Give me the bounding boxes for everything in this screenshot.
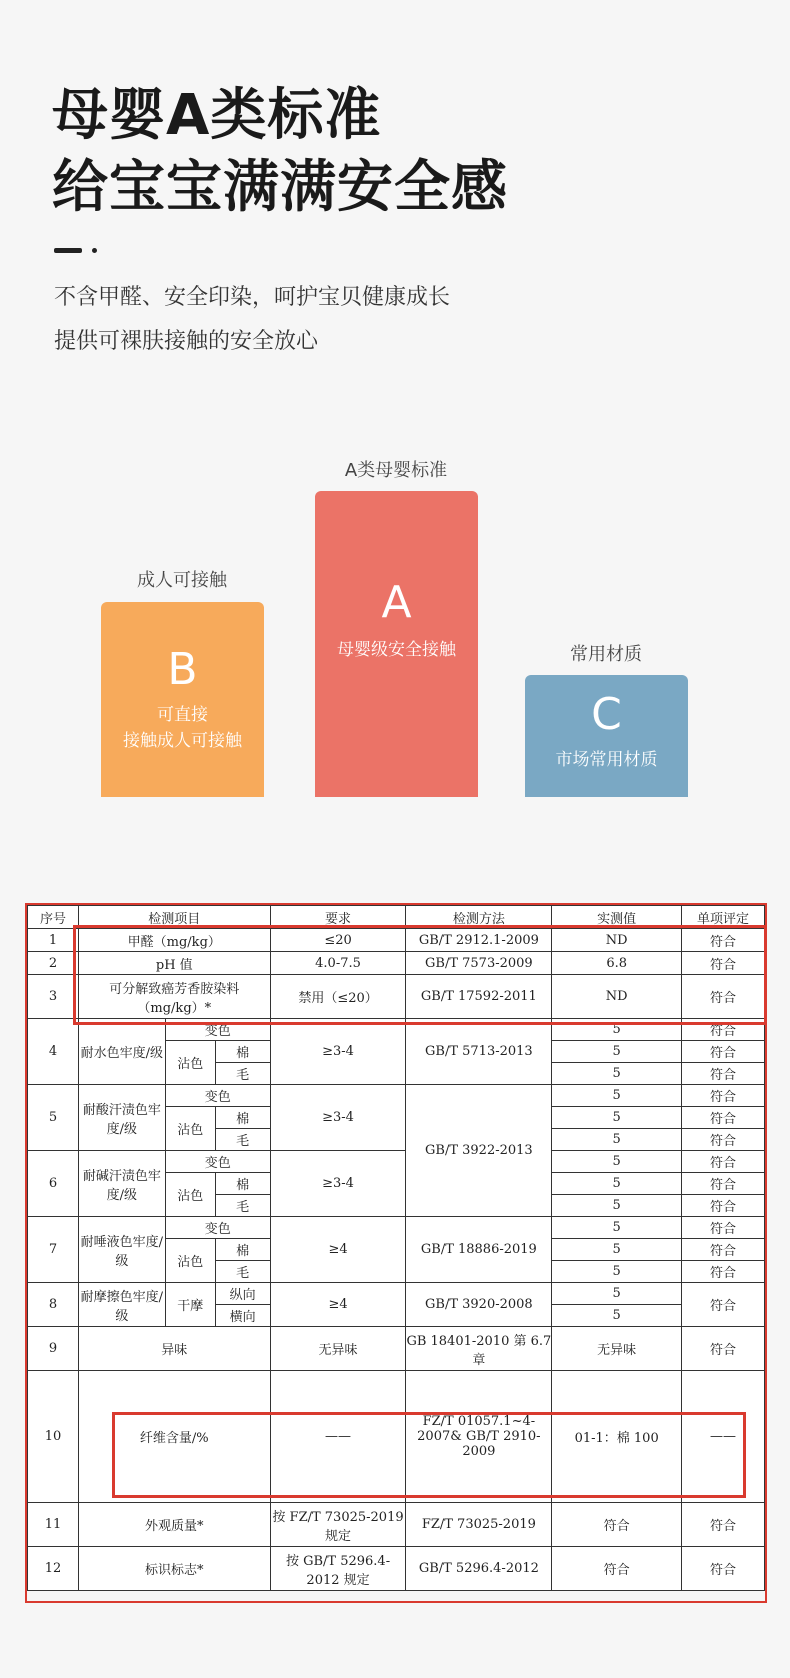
- table-row: [28, 1085, 765, 1107]
- row-result: 符合: [682, 952, 765, 975]
- grade-a-sub-1: 母婴级安全接触: [337, 640, 456, 660]
- row-result: 符合: [682, 1063, 765, 1085]
- row-item: 标识标志*: [78, 1547, 270, 1591]
- row-result: 符合: [682, 1085, 765, 1107]
- table-row: [28, 1547, 765, 1591]
- row-item: pH 值: [78, 952, 270, 975]
- row-value: ND: [552, 929, 682, 952]
- row-item: 纤维含量/%: [78, 1371, 270, 1503]
- row-method: GB/T 5296.4-2012: [406, 1547, 552, 1591]
- row-result: 符合: [682, 1217, 765, 1239]
- sub-item-dry: 干摩: [165, 1283, 215, 1327]
- row-value: 6.8: [552, 952, 682, 975]
- row-item: 可分解致癌芳香胺染料（mg/kg）*: [78, 975, 270, 1019]
- description-line-1: 不含甲醛、安全印染，呵护宝贝健康成长: [54, 285, 451, 310]
- row-result: 符合: [682, 1261, 765, 1283]
- row-value: 无异味: [552, 1327, 682, 1371]
- row-value: 5: [552, 1173, 682, 1195]
- row-method: FZ/T 01057.1~4-2007& GB/T 2910-2009: [406, 1371, 552, 1503]
- row-result: ——: [682, 1371, 765, 1503]
- row-value: 5: [552, 1151, 682, 1173]
- row-requirement: ——: [270, 1371, 406, 1503]
- row-result: 符合: [682, 1327, 765, 1371]
- row-value: 5: [552, 1217, 682, 1239]
- description-line-2: 提供可裸肤接触的安全放心: [54, 329, 319, 354]
- row-method: GB/T 3922-2013: [406, 1085, 552, 1217]
- row-method: GB/T 5713-2013: [406, 1019, 552, 1085]
- row-method: GB 18401-2010 第 6.7 章: [406, 1327, 552, 1371]
- row-result: 符合: [682, 1239, 765, 1261]
- sub-item-change: 变色: [165, 1019, 270, 1041]
- headline-line-1: 母婴A类标准: [52, 83, 382, 148]
- row-value: 5: [552, 1305, 682, 1327]
- row-item: 外观质量*: [78, 1503, 270, 1547]
- table-row: [28, 952, 765, 975]
- grade-a-letter: A: [381, 577, 412, 628]
- row-requirement: 按 GB/T 5296.4-2012 规定: [270, 1547, 406, 1591]
- row-requirement: ≤20: [270, 929, 406, 952]
- sub-item-wool: 毛: [215, 1129, 270, 1151]
- row-method: FZ/T 73025-2019: [406, 1503, 552, 1547]
- header-no: 序号: [28, 906, 79, 929]
- row-result: 符合: [682, 1129, 765, 1151]
- row-item: 甲醛（mg/kg）: [78, 929, 270, 952]
- row-requirement: ≥4: [270, 1283, 406, 1327]
- row-value: 5: [552, 1283, 682, 1305]
- sub-item-change: 变色: [165, 1085, 270, 1107]
- row-no: 6: [28, 1151, 79, 1217]
- row-value: 5: [552, 1239, 682, 1261]
- sub-item-stain: 沾色: [165, 1239, 215, 1283]
- row-result: 符合: [682, 1195, 765, 1217]
- row-value: 符合: [552, 1547, 682, 1591]
- sub-item-transverse: 横向: [215, 1305, 270, 1327]
- row-result: 符合: [682, 1283, 765, 1327]
- row-value: 5: [552, 1085, 682, 1107]
- row-result: 符合: [682, 929, 765, 952]
- row-result: 符合: [682, 1173, 765, 1195]
- sub-item-cotton: 棉: [215, 1041, 270, 1063]
- row-value: ND: [552, 975, 682, 1019]
- row-result: 符合: [682, 975, 765, 1019]
- row-no: 7: [28, 1217, 79, 1283]
- row-no: 10: [28, 1371, 79, 1503]
- row-no: 12: [28, 1547, 79, 1591]
- row-value: 符合: [552, 1503, 682, 1547]
- grade-c-sub-1: 市场常用材质: [555, 750, 658, 770]
- row-value: 5: [552, 1107, 682, 1129]
- row-no: 2: [28, 952, 79, 975]
- table-row: [28, 1503, 765, 1547]
- sub-item-longitudinal: 纵向: [215, 1283, 270, 1305]
- sub-item-cotton: 棉: [215, 1107, 270, 1129]
- grade-c-letter: C: [591, 689, 622, 740]
- sub-item-change: 变色: [165, 1151, 270, 1173]
- row-result: 符合: [682, 1151, 765, 1173]
- table-row: [28, 1371, 765, 1503]
- sub-item-wool: 毛: [215, 1261, 270, 1283]
- table-row: [28, 1217, 765, 1239]
- sub-item-stain: 沾色: [165, 1041, 215, 1085]
- grade-c-caption: 常用材质: [570, 644, 642, 665]
- row-result: 符合: [682, 1503, 765, 1547]
- sub-item-cotton: 棉: [215, 1239, 270, 1261]
- row-method: GB/T 18886-2019: [406, 1217, 552, 1283]
- row-value: 5: [552, 1261, 682, 1283]
- row-item: 耐碱汗渍色牢度/级: [78, 1151, 165, 1217]
- row-result: 符合: [682, 1019, 765, 1041]
- grade-b-sub-2: 接触成人可接触: [123, 731, 242, 751]
- row-requirement: ≥4: [270, 1217, 406, 1283]
- header-result: 单项评定: [682, 906, 765, 929]
- test-report-table: [27, 905, 765, 1591]
- table-row: [28, 975, 765, 1019]
- row-result: 符合: [682, 1547, 765, 1591]
- grade-a-bar: [315, 491, 478, 797]
- sub-item-stain: 沾色: [165, 1107, 215, 1151]
- sub-item-cotton: 棉: [215, 1173, 270, 1195]
- grade-a-caption: A类母婴标准: [344, 460, 448, 481]
- header-requirement: 要求: [270, 906, 406, 929]
- header-item: 检测项目: [78, 906, 270, 929]
- row-value: 5: [552, 1129, 682, 1151]
- grade-b-caption: 成人可接触: [137, 570, 227, 591]
- row-requirement: ≥3-4: [270, 1019, 406, 1085]
- divider-dot: [92, 248, 97, 253]
- grade-b-letter: B: [167, 644, 198, 695]
- row-item: 异味: [78, 1327, 270, 1371]
- row-item: 耐摩擦色牢度/级: [78, 1283, 165, 1327]
- row-requirement: ≥3-4: [270, 1151, 406, 1217]
- header-method: 检测方法: [406, 906, 552, 929]
- row-no: 1: [28, 929, 79, 952]
- row-item: 耐水色牢度/级: [78, 1019, 165, 1085]
- row-no: 5: [28, 1085, 79, 1151]
- row-no: 4: [28, 1019, 79, 1085]
- row-no: 3: [28, 975, 79, 1019]
- grade-b-sub-1: 可直接: [157, 705, 208, 725]
- row-item: 耐唾液色牢度/级: [78, 1217, 165, 1283]
- divider-dash: [54, 248, 82, 253]
- table-row: [28, 929, 765, 952]
- row-requirement: ≥3-4: [270, 1085, 406, 1151]
- row-value: 5: [552, 1063, 682, 1085]
- row-method: GB/T 2912.1-2009: [406, 929, 552, 952]
- row-method: GB/T 7573-2009: [406, 952, 552, 975]
- row-item: 耐酸汗渍色牢度/级: [78, 1085, 165, 1151]
- row-method: GB/T 17592-2011: [406, 975, 552, 1019]
- table-row: [28, 1019, 765, 1041]
- sub-item-change: 变色: [165, 1217, 270, 1239]
- row-value: 5: [552, 1195, 682, 1217]
- row-requirement: 4.0-7.5: [270, 952, 406, 975]
- row-no: 8: [28, 1283, 79, 1327]
- row-requirement: 无异味: [270, 1327, 406, 1371]
- row-value: 5: [552, 1019, 682, 1041]
- table-row: [28, 1327, 765, 1371]
- headline-line-2: 给宝宝满满安全感: [52, 155, 508, 220]
- row-method: GB/T 3920-2008: [406, 1283, 552, 1327]
- sub-item-wool: 毛: [215, 1063, 270, 1085]
- grade-c-bar: [525, 675, 688, 797]
- header-value: 实测值: [552, 906, 682, 929]
- sub-item-wool: 毛: [215, 1195, 270, 1217]
- row-result: 符合: [682, 1041, 765, 1063]
- row-requirement: 按 FZ/T 73025-2019 规定: [270, 1503, 406, 1547]
- sub-item-stain: 沾色: [165, 1173, 215, 1217]
- grade-b-bar: [101, 602, 264, 797]
- row-no: 11: [28, 1503, 79, 1547]
- table-row: [28, 1151, 765, 1173]
- row-value: 01-1：棉 100: [552, 1371, 682, 1503]
- row-no: 9: [28, 1327, 79, 1371]
- row-result: 符合: [682, 1107, 765, 1129]
- row-requirement: 禁用（≤20）: [270, 975, 406, 1019]
- table-row: [28, 1283, 765, 1305]
- row-value: 5: [552, 1041, 682, 1063]
